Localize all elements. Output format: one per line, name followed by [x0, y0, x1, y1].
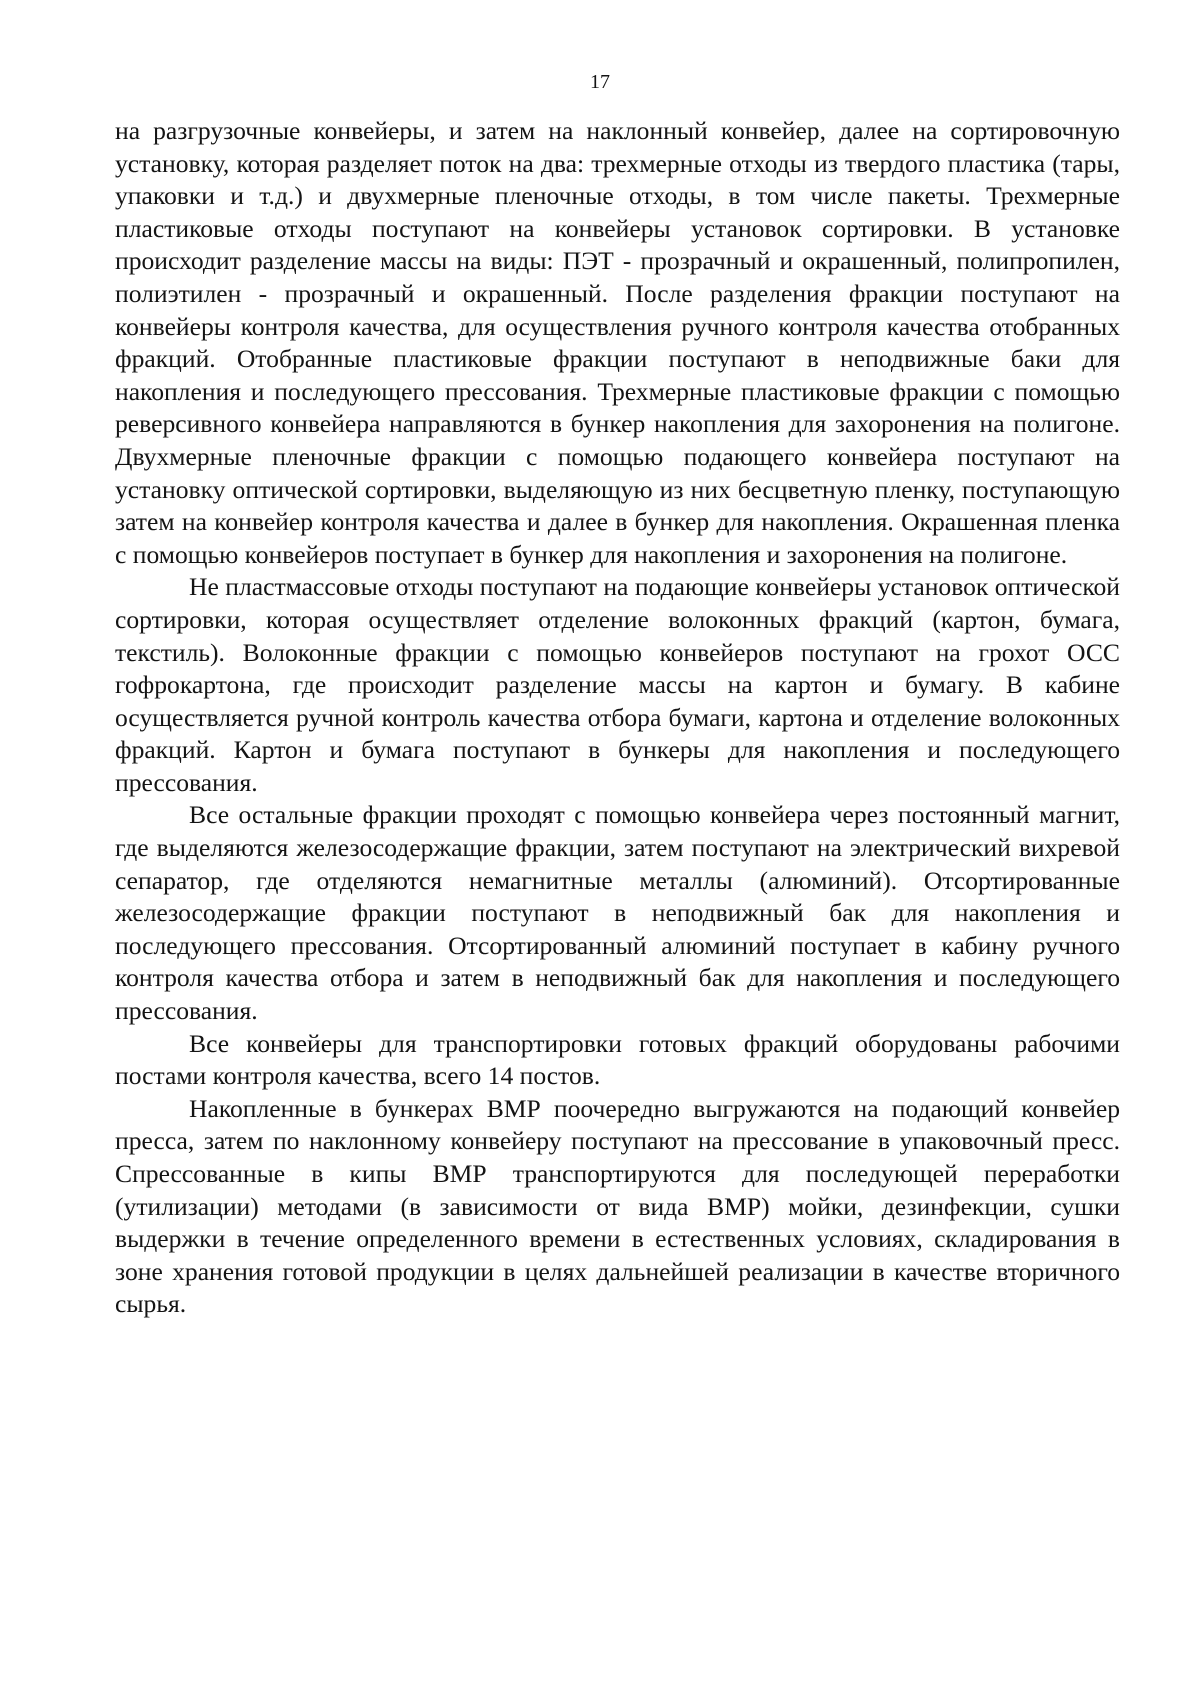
paragraph-2: Не пластмассовые отходы поступают на подающие конвейеры установок оптической сортировки, которая осуществляет отделение волоконных фракций (картон, бумага, текстиль). Волоконные фракции с помощью конвейеров поступают на грохот ОСС гофрокартона, где происходит разделение массы на картон и бумагу. В кабине осуществляется ручной контроль качества отбора бумаги, картона и отделение волоконных фракций. Картон и бумага поступают в бункеры для накопления и последующего прессования. [115, 572, 1120, 797]
document-body [115, 115, 1120, 1321]
paragraph-1: на разгрузочные конвейеры, и затем на наклонный конвейер, далее на сортировочную установку, которая разделяет поток на два: трехмерные отходы из твердого пластика (тары, упаковки и т.д.) и двухмерные пленочные отходы, в том числе пакеты. Трехмерные пластиковые отходы поступают на конвейеры установок сортировки. В установке происходит разделение массы на виды: ПЭТ - прозрачный и окрашенный, полипропилен, полиэтилен - прозрачный и окрашенный. После разделения фракции поступают на конвейеры контроля качества, для осуществления ручного контроля качества отобранных фракций. Отобранные пластиковые фракции поступают в неподвижные баки для накопления и последующего прессования. Трехмерные пластиковые фракции с помощью реверсивного конвейера направляются в бункер накопления для захоронения на полигоне. Двухмерные пленочные фракции с помощью подающего конвейера поступают на установку оптической сортировки, выделяющую из них бесцветную пленку, поступающую затем на конвейер контроля качества и далее в бункер для накопления. Окрашенная пленка с помощью конвейеров поступает в бункер для накопления и захоронения на полигоне. [115, 116, 1120, 569]
page-number: 17 [590, 71, 610, 93]
paragraph-5: Накопленные в бункерах ВМР поочередно выгружаются на подающий конвейер пресса, затем по наклонному конвейеру поступают на прессование в упаковочный пресс. Спрессованные в кипы ВМР транспортируются для последующей переработки (утилизации) методами (в зависимости от вида ВМР) мойки, дезинфекции, сушки выдержки в течение определенного времени в естественных условиях, складирования в зоне хранения готовой продукции в целях дальнейшей реализации в качестве вторичного сырья. [115, 1093, 1120, 1319]
paragraph-4: Все конвейеры для транспортировки готовых фракций оборудованы рабочими постами контроля качества, всего 14 постов. [115, 1028, 1120, 1091]
paragraph-3: Все остальные фракции проходят с помощью конвейера через постоянный магнит, где выделяются железосодержащие фракции, затем поступают на электрический вихревой сепаратор, где отделяются немагнитные металлы (алюминий). Отсортированные железосодержащие фракции поступают в неподвижный бак для накопления и последующего прессования. Отсортированный алюминий поступает в кабину ручного контроля качества отбора и затем в неподвижный бак для накопления и последующего прессования. [115, 800, 1120, 1026]
